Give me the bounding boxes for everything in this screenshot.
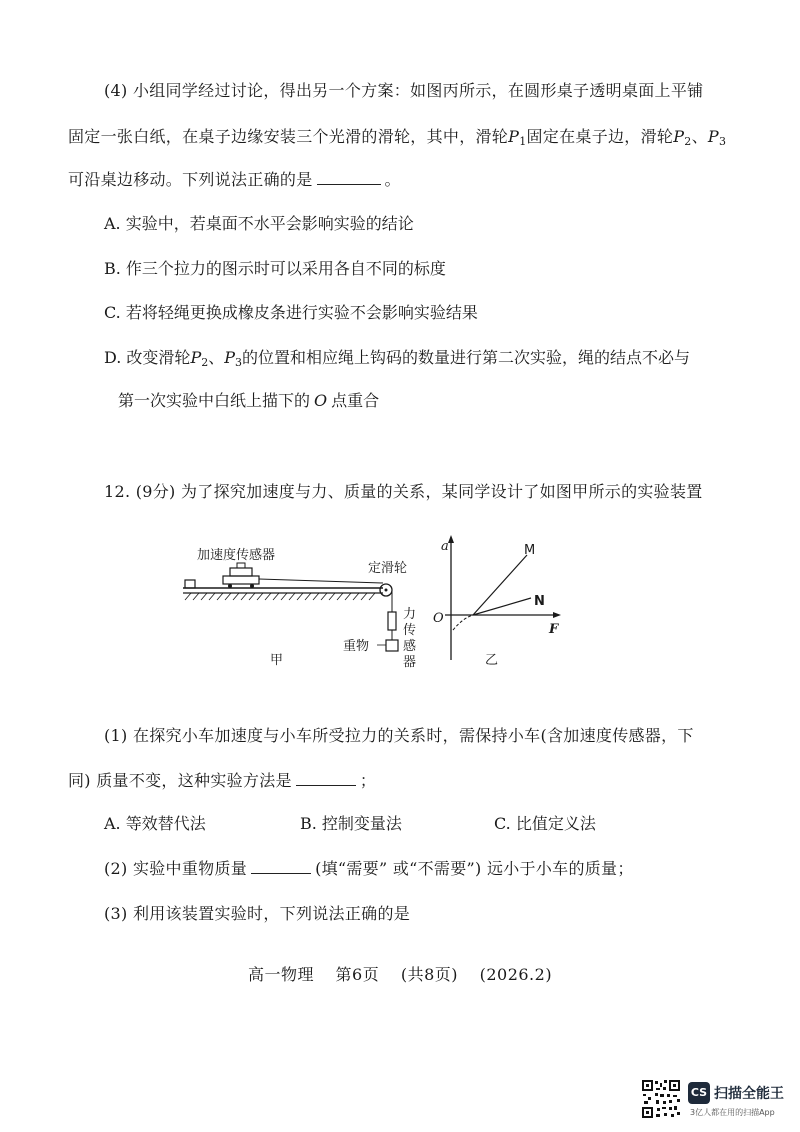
track-hatching bbox=[185, 593, 375, 600]
q4-line-1: (4) 小组同学经过讨论，得出另一个方案：如图丙所示，在圆形桌子透明桌面上平铺 bbox=[104, 81, 704, 100]
end-block-icon bbox=[185, 580, 195, 588]
q4-option-a: A. 实验中，若桌面不水平会影响实验的结论 bbox=[104, 214, 414, 233]
q12-part1-line-1: (1) 在探究小车加速度与小车所受拉力的关系时，需保持小车(含加速度传感器，下 bbox=[104, 726, 694, 745]
answer-blank[interactable] bbox=[251, 859, 311, 874]
q4-option-d-line-2: 第一次实验中白纸上描下的 O 点重合 bbox=[118, 391, 380, 410]
footer-date: (2026.2) bbox=[479, 965, 553, 984]
watermark-brand: 扫描全能王 bbox=[714, 1086, 784, 1102]
q12-part1-option-a: A. 等效替代法 bbox=[104, 814, 206, 833]
q4-line-2: 固定一张白纸，在桌子边缘安装三个光滑的滑轮，其中，滑轮$P_1$固定在桌子边，滑轮$P_2$、$P_3$ bbox=[68, 127, 727, 148]
q12-part1-line-2: 同) 质量不变，这种实验方法是 ； bbox=[68, 771, 377, 790]
q12-part1-option-b: B. 控制变量法 bbox=[300, 814, 402, 833]
label-pulley: 定滑轮 bbox=[368, 561, 408, 576]
line-n bbox=[473, 598, 531, 615]
q12-part1-option-c: C. 比值定义法 bbox=[494, 814, 596, 833]
label-force-sensor-3: 感 bbox=[403, 639, 417, 654]
camscanner-logo-icon: CS bbox=[688, 1082, 710, 1104]
weight-icon bbox=[386, 640, 398, 651]
q12-stem: 12. (9分) 为了探究加速度与力、质量的关系，某同学设计了如图甲所示的实验装置 bbox=[104, 482, 703, 501]
y-axis-arrow-icon bbox=[448, 535, 454, 543]
force-sensor-icon bbox=[388, 612, 396, 630]
q4-option-d: D. 改变滑轮$P_2$、$P_3$的位置和相应绳上钩码的数量进行第二次实验，绳的结点不必与 bbox=[104, 348, 690, 369]
watermark-tagline: 3亿人都在用的扫描App bbox=[690, 1108, 775, 1117]
label-acceleration-sensor: 加速度传感器 bbox=[197, 548, 276, 563]
figure-yi bbox=[433, 535, 561, 668]
axis-a-label: a bbox=[441, 539, 449, 554]
pulley-axle-icon bbox=[385, 589, 388, 592]
q4-line-3: 可沿桌边移动。下列说法正确的是 。 bbox=[68, 170, 401, 189]
line-n-label: N bbox=[534, 594, 545, 609]
q12-part3: (3) 利用该装置实验时，下列说法正确的是 bbox=[104, 904, 411, 923]
page-footer bbox=[0, 962, 800, 985]
line-m-label: M bbox=[524, 543, 536, 558]
label-jia: 甲 bbox=[270, 653, 284, 668]
label-force-sensor-2: 传 bbox=[403, 623, 417, 638]
q12-part2: (2) 实验中重物质量 (填“需要” 或“不需要”) 远小于小车的质量； bbox=[104, 859, 634, 878]
sensor-top-icon bbox=[237, 563, 245, 568]
origin-label: O bbox=[433, 611, 444, 626]
qr-code-icon bbox=[641, 1079, 681, 1119]
figure-jia bbox=[183, 547, 416, 670]
car-icon bbox=[223, 576, 259, 584]
label-force-sensor-4: 器 bbox=[403, 655, 417, 670]
dashed-curve bbox=[453, 615, 473, 630]
q4-option-b: B. 作三个拉力的图示时可以采用各自不同的标度 bbox=[104, 259, 446, 278]
footer-page: 第6页 bbox=[335, 965, 380, 984]
answer-blank[interactable] bbox=[296, 771, 356, 786]
label-yi: 乙 bbox=[485, 653, 499, 668]
label-force-sensor-1: 力 bbox=[403, 607, 417, 622]
experiment-figure bbox=[175, 530, 585, 670]
line-m bbox=[473, 555, 527, 615]
x-axis-arrow-icon bbox=[553, 612, 561, 618]
string-line bbox=[259, 579, 383, 583]
answer-blank[interactable] bbox=[317, 170, 381, 185]
label-weight: 重物 bbox=[343, 639, 370, 654]
axis-f-label: F bbox=[549, 622, 559, 637]
footer-subject: 高一物理 bbox=[247, 965, 314, 984]
footer-total: (共8页) bbox=[400, 965, 458, 984]
q4-option-c: C. 若将轻绳更换成橡皮条进行实验不会影响实验结果 bbox=[104, 303, 478, 322]
acceleration-sensor-icon bbox=[230, 568, 252, 576]
